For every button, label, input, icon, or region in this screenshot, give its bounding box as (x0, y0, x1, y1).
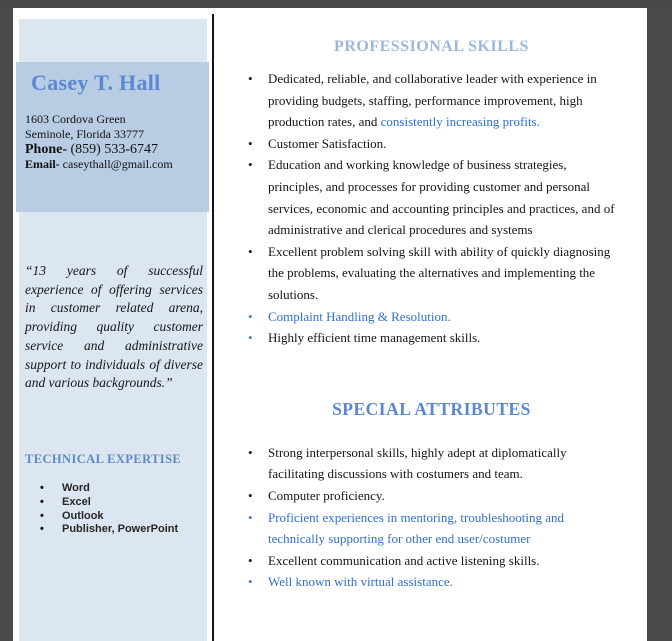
technical-expertise-heading: TECHNICAL EXPERTISE (25, 452, 182, 466)
email-line (25, 157, 209, 172)
main-content (215, 8, 645, 593)
vertical-divider-line (212, 14, 214, 641)
list-item: • Education and working knowledge of business strategies, principles, and processes for providing customer and personal services, economic and accounting principles and practices, and of administrative and clerical procedures and systems (248, 154, 615, 240)
viewer-top-frame (0, 0, 672, 8)
address-line-1: 1603 Cordova Green (25, 112, 126, 126)
phone-line (25, 142, 209, 157)
list-item: • Excellent communication and active listening skills. (248, 550, 615, 572)
special-attributes-list (248, 442, 615, 593)
professional-skills-heading: PROFESSIONAL SKILLS (334, 38, 529, 55)
professional-skills-list (248, 68, 615, 349)
highlighted-text: consistently increasing profits. (380, 114, 540, 130)
person-name: Casey T. Hall (31, 70, 161, 95)
email-value: caseythall@gmail.com (59, 157, 173, 171)
list-item: • Customer Satisfaction. (248, 133, 615, 155)
summary-quote: “13 years of successful experience of offering services in customer related arena, providing quality customer service and administrative support to individuals of diverse and various backgrounds.” (25, 263, 203, 391)
email-label: Email- (25, 157, 60, 171)
list-item: • Excel (40, 496, 178, 510)
technical-expertise-list (40, 482, 178, 537)
list-item: • Excellent problem solving skill with ability of quickly diagnosing the problems, evaluating the alternatives and implementing the solutions. (248, 241, 615, 306)
phone-value: (859) 533-6747 (67, 142, 158, 157)
phone-label: Phone- (25, 142, 67, 157)
resume-page (13, 8, 647, 641)
list-item: • Complaint Handling & Resolution. (248, 306, 615, 328)
list-item: • Outlook (40, 510, 178, 524)
list-item: • Computer proficiency. (248, 485, 615, 507)
list-item: • Dedicated, reliable, and collaborative leader with experience in providing budgets, staffing, performance improvement, high production rates, and consistently increasing profits. (248, 68, 615, 133)
list-item: • Well known with virtual assistance. (248, 571, 615, 593)
list-item: • Publisher, PowerPoint (40, 523, 178, 537)
name-contact-card (16, 62, 209, 212)
list-item: • Word (40, 482, 178, 496)
address-line-2: Seminole, Florida 33777 (25, 127, 144, 141)
contact-block (25, 112, 209, 172)
list-item: • Strong interpersonal skills, highly adept at diplomatically facilitating discussions with costumers and team. (248, 442, 615, 485)
list-item: • Highly efficient time management skills. (248, 327, 615, 349)
list-item: • Proficient experiences in mentoring, troubleshooting and technically supporting for other end user/costumer (248, 507, 615, 550)
special-attributes-heading: SPECIAL ATTRIBUTES (332, 398, 531, 419)
